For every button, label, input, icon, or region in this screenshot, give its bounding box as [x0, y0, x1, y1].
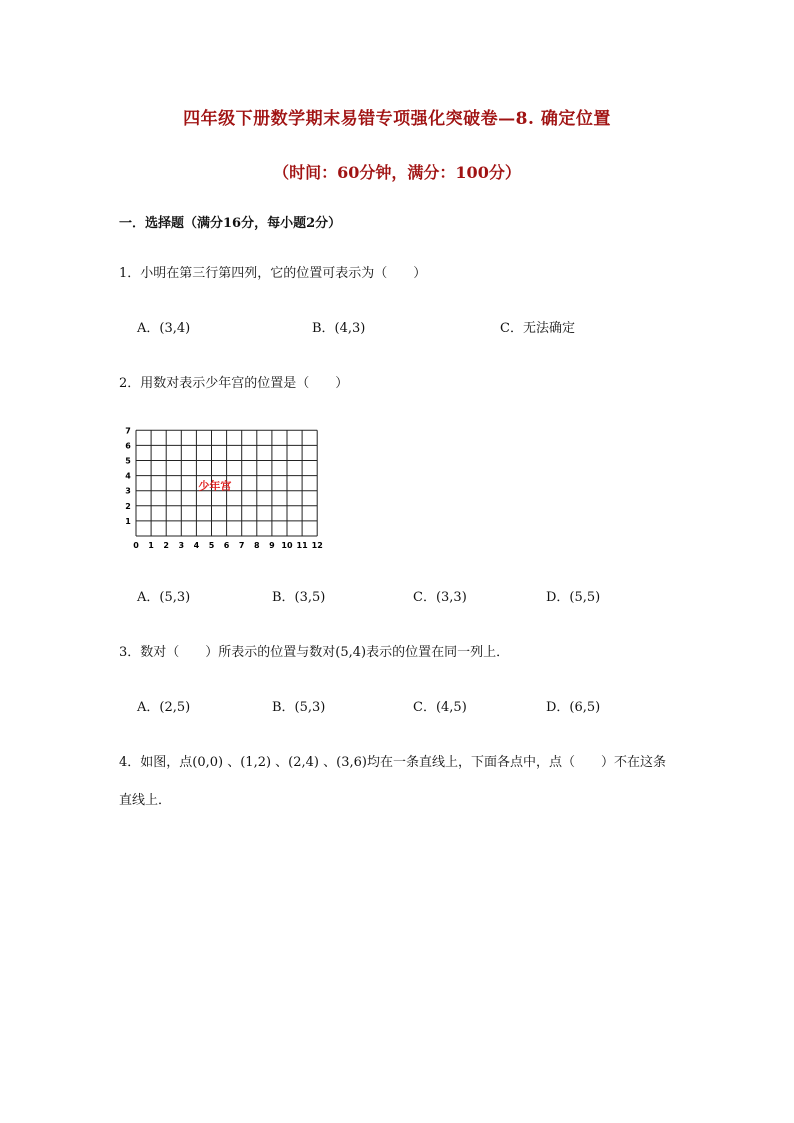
- x-tick-label: 8: [254, 541, 260, 550]
- question-3-option-c: C．(4,5): [413, 700, 467, 715]
- section-heading: 一．选择题（满分16分，每小题2分）: [119, 216, 342, 231]
- y-tick-label: 3: [125, 486, 131, 496]
- x-tick-label: 12: [311, 541, 323, 550]
- x-tick-label: 4: [193, 541, 200, 550]
- y-tick-label: 5: [125, 456, 131, 466]
- coordinate-grid-figure: [118, 424, 328, 558]
- y-axis-labels: [125, 426, 131, 526]
- question-2-option-a: A．(5,3): [137, 590, 191, 605]
- document-subtitle: （时间：60分钟，满分：100分）: [273, 163, 521, 182]
- question-1-option-b: B．(4,3): [312, 321, 366, 336]
- question-2-option-b: B．(3,5): [272, 590, 326, 605]
- x-tick-label: 10: [281, 541, 293, 550]
- document-title: 四年级下册数学期末易错专项强化突破卷—8. 确定位置: [183, 109, 611, 129]
- x-tick-label: 3: [178, 541, 185, 550]
- x-tick-label: 6: [223, 541, 230, 550]
- x-tick-label: 1: [148, 541, 154, 550]
- x-tick-label: 11: [296, 541, 308, 550]
- question-3-option-a: A．(2,5): [137, 700, 191, 715]
- question-1-text: 1．小明在第三行第四列，它的位置可表示为（ ）: [119, 266, 427, 281]
- x-tick-label: 9: [269, 541, 275, 550]
- x-axis-labels: [133, 541, 323, 550]
- question-4-text-line2: 直线上．: [119, 793, 172, 808]
- x-tick-label: 7: [238, 541, 245, 550]
- youth-palace-label: 少年宫: [198, 479, 232, 493]
- question-1-option-a: A．(3,4): [137, 321, 191, 336]
- grid-svg: [118, 424, 328, 554]
- question-3-option-d: D．(6,5): [546, 700, 601, 715]
- x-tick-label: 0: [133, 541, 139, 550]
- y-tick-label: 1: [125, 516, 131, 526]
- y-tick-label: 7: [125, 426, 131, 436]
- question-3-text: 3．数对（ ）所表示的位置与数对(5,4)表示的位置在同一列上．: [119, 645, 510, 660]
- question-2-text: 2．用数对表示少年宫的位置是（ ）: [119, 376, 349, 391]
- y-tick-label: 6: [125, 441, 131, 451]
- question-3-option-b: B．(5,3): [272, 700, 326, 715]
- y-tick-label: 4: [125, 471, 131, 481]
- question-2-option-d: D．(5,5): [546, 590, 601, 605]
- y-tick-label: 2: [125, 501, 131, 511]
- question-4-text-line1: 4．如图，点(0,0) 、(1,2) 、(2,4) 、(3,6)均在一条直线上，下面各点中，点（ ）不在这条: [119, 755, 666, 770]
- question-1-option-c: C．无法确定: [500, 321, 575, 336]
- x-tick-label: 5: [208, 541, 215, 550]
- x-tick-label: 2: [163, 541, 169, 550]
- question-2-option-c: C．(3,3): [413, 590, 467, 605]
